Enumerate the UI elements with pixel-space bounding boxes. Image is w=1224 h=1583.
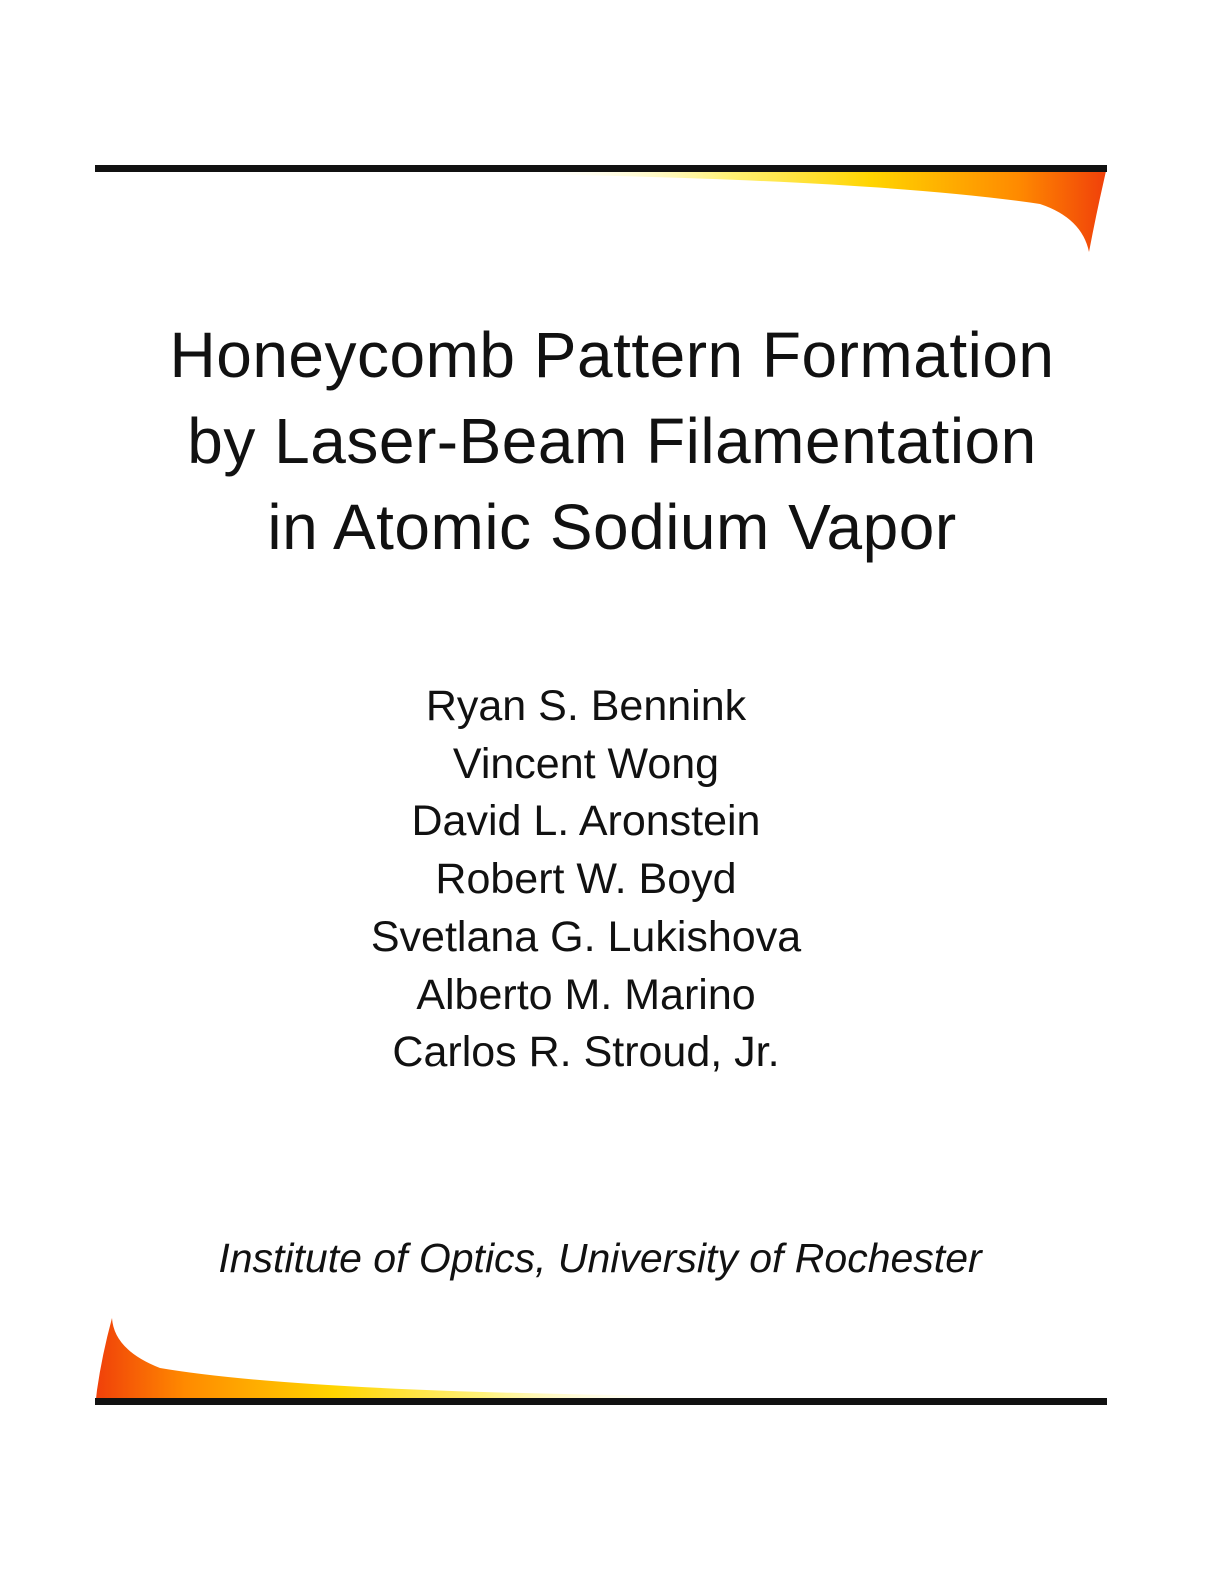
- author-name: Svetlana G. Lukishova: [370, 912, 802, 961]
- author-name: Carlos R. Stroud, Jr.: [392, 1028, 780, 1077]
- author-name: Robert W. Boyd: [435, 855, 737, 904]
- author-list: [0, 678, 1172, 1082]
- top-swoosh: [520, 171, 1106, 252]
- title-line: Honeycomb Pattern Formation: [169, 319, 1055, 391]
- bottom-rule: [95, 1398, 1107, 1405]
- top-rule: [95, 165, 1107, 172]
- title-line: in Atomic Sodium Vapor: [267, 491, 957, 563]
- author-name: Ryan S. Bennink: [425, 682, 747, 730]
- affiliation: Institute of Optics, University of Rochester: [218, 1235, 982, 1281]
- author-name: Alberto M. Marino: [416, 970, 756, 1019]
- author-name: David L. Aronstein: [411, 797, 761, 846]
- page-title: [0, 312, 1224, 570]
- bottom-swoosh: [96, 1318, 690, 1399]
- title-line: by Laser-Beam Filamentation: [187, 405, 1037, 477]
- author-name: Vincent Wong: [452, 739, 720, 788]
